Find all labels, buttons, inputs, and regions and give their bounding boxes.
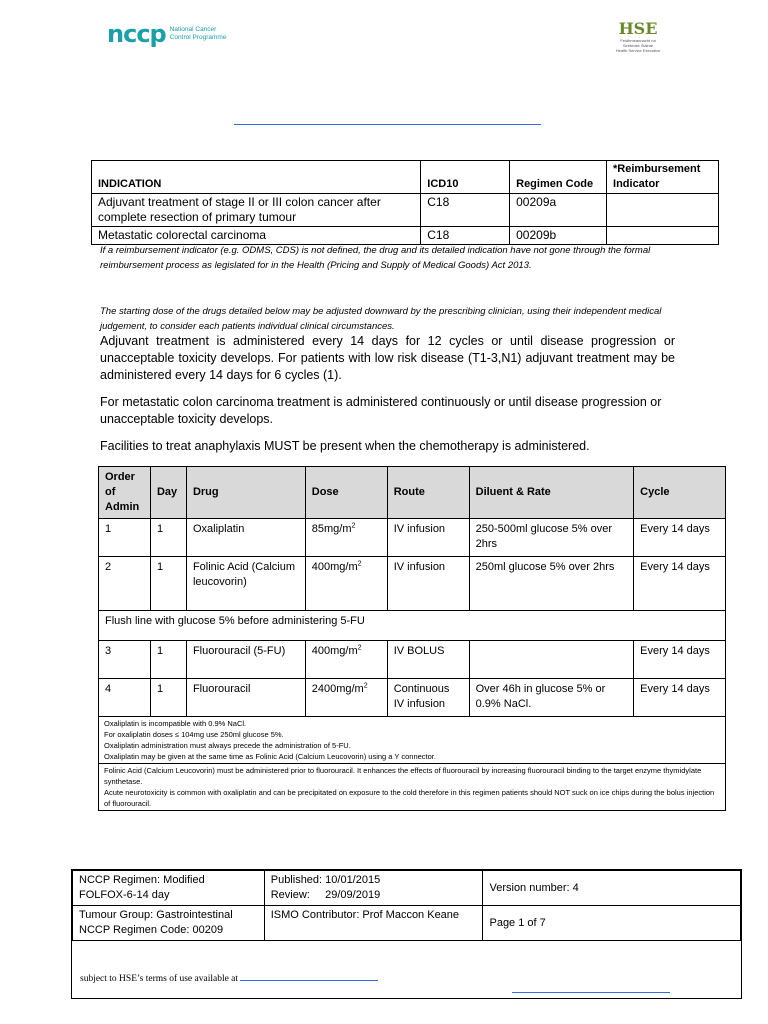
reimbursement-cell [607,194,719,227]
table-row [99,679,726,717]
header-route: Route [387,467,469,519]
header-link-line [234,124,541,125]
header-indication: INDICATION [92,161,421,194]
indication-table-header [92,161,719,194]
anaphylaxis-paragraph: Facilities to treat anaphylaxis MUST be present when the chemotherapy is administered. [100,439,590,453]
footer-row [73,906,741,941]
cycle-cell: Every 14 days [634,557,726,611]
diluent-cell: Over 46h in glucose 5% or 0.9% NaCl. [469,679,634,717]
footer-table [72,870,741,941]
terms-link[interactable] [240,971,378,981]
order-cell: 3 [99,641,151,679]
table-row [99,519,726,557]
table-row [99,557,726,611]
regimen-code-cell: 00209a [510,194,607,227]
route-cell: IV BOLUS [387,641,469,679]
table-row [92,227,719,245]
folinic-notes-row [99,764,726,811]
hse-logo [612,20,664,53]
dates-cell [264,871,483,906]
header-reimbursement-indicator: *Reimbursement Indicator [607,161,719,194]
order-cell: 4 [99,679,151,717]
nccp-logo-mark: nccp [107,20,166,48]
flush-note-row [99,611,726,641]
diluent-cell: 250-500ml glucose 5% over 2hrs [469,519,634,557]
terms-of-use [80,971,378,984]
version-cell: Version number: 4 [483,871,741,906]
note-line: Folinic Acid (Calcium Leucovorin) must be administered prior to fluorouracil. It enhances the effects of fluorouracil by increasing fluorouracil binding to the target enzyme thymidylate synthetase. [104,766,702,786]
header-drug: Drug [186,467,305,519]
cycle-cell: Every 14 days [634,679,726,717]
day-cell: 1 [150,519,186,557]
starting-dose-note: The starting dose of the drugs detailed below may be adjusted downward by the prescribing clinician, using their independent medical judgement, to consider each patients individual clinical circumstances. [100,306,662,332]
indication-table [91,160,719,245]
dose-cell: $85mg/m^2$ [305,519,387,557]
nccp-logo [107,22,226,46]
note-line: Oxaliplatin is incompatible with 0.9% NaCl. [104,719,247,728]
indication-cell: Metastatic colorectal carcinoma [92,227,421,245]
footer-row [73,871,741,906]
drug-cell: Folinic Acid (Calcium leucovorin) [186,557,305,611]
drug-cell: Fluorouracil (5-FU) [186,641,305,679]
page-number-cell: Page 1 of 7 [483,906,741,941]
table-row [99,641,726,679]
administration-table [98,466,726,811]
drug-cell: Fluorouracil [186,679,305,717]
cycle-cell: Every 14 days [634,641,726,679]
dose-cell: $400mg/m^2$ [305,557,387,611]
reimbursement-cell [607,227,719,245]
header-icd10: ICD10 [421,161,510,194]
diluent-cell [469,641,634,679]
contributor-cell: ISMO Contributor: Prof Maccon Keane [264,906,483,941]
hse-logo-text-english: Health Service Executive [615,48,661,53]
header-cycle: Cycle [634,467,726,519]
metastatic-paragraph: For metastatic colon carcinoma treatment is administered continuously or until disease progression or unacceptable toxicity develops. [100,395,662,426]
review-date: Review: 29/09/2019 [270,889,381,901]
note-line: Oxaliplatin administration must always precede the administration of 5-FU. [104,741,351,750]
tumour-group-cell: Tumour Group: Gastrointestinal NCCP Regimen Code: 00209 [73,906,265,941]
regimen-name-cell: NCCP Regimen: Modified FOLFOX-6-14 day [73,871,265,906]
oxaliplatin-notes-row [99,717,726,764]
table-row [92,194,719,227]
oxaliplatin-notes [99,717,726,764]
terms-text: subject to HSE’s terms of use available at [80,974,239,984]
folinic-notes [99,764,726,811]
header-dose: Dose [305,467,387,519]
note-line: Acute neurotoxicity is common with oxaliplatin and can be precipitated on exposure to the cold therefore in this regimen patients should NOT suck on ice chips during the bolus injection of fluorouracil. [104,788,715,808]
dose-cell: $400mg/m^2$ [305,641,387,679]
reimbursement-note: If a reimbursement indicator (e.g. ODMS, CDS) is not defined, the drug and its detailed indication have not gone through the formal reimbursement process as legislated for in the Health (Pricing and Supply of Medical Goods) Act 2013. [100,245,651,271]
footer-link-line[interactable] [512,992,670,993]
hse-logo-text-irish: Feidhmeannacht na Seirbhíse Sláinte [620,38,656,48]
hse-logo-mark: HSE [618,19,658,38]
route-cell: IV infusion [387,519,469,557]
day-cell: 1 [150,557,186,611]
cycle-cell: Every 14 days [634,519,726,557]
header-order: Order of Admin [99,467,151,519]
header-day: Day [150,467,186,519]
order-cell: 1 [99,519,151,557]
nccp-logo-text: National Cancer Control Programme [169,26,227,41]
indication-cell: Adjuvant treatment of stage II or III colon cancer after complete resection of primary tumour [92,194,421,227]
note-line: For oxaliplatin doses ≤ 104mg use 250ml glucose 5%. [104,730,284,739]
note-line: Oxaliplatin may be given at the same time as Folinic Acid (Calcium Leucovorin) using a Y connector. [104,752,436,761]
header-diluent-rate: Diluent & Rate [469,467,634,519]
header-regimen-code: Regimen Code [510,161,607,194]
regimen-code-cell: 00209b [510,227,607,245]
route-cell: Continuous IV infusion [387,679,469,717]
drug-cell: Oxaliplatin [186,519,305,557]
order-cell: 2 [99,557,151,611]
published-date: Published: 10/01/2015 [270,874,381,886]
day-cell: 1 [150,641,186,679]
administration-table-header [99,467,726,519]
dose-cell: $2400mg/m^2$ [305,679,387,717]
day-cell: 1 [150,679,186,717]
route-cell: IV infusion [387,557,469,611]
flush-note: Flush line with glucose 5% before administering 5-FU [99,611,726,641]
icd10-cell: C18 [421,227,510,245]
icd10-cell: C18 [421,194,510,227]
adjuvant-paragraph: Adjuvant treatment is administered every 14 days for 12 cycles or until disease progression or unacceptable toxicity develops. For patients with low risk disease (T1-3,N1) adjuvant treatment may be administered every 14 days for 6 cycles (1). [100,334,675,382]
diluent-cell: 250ml glucose 5% over 2hrs [469,557,634,611]
